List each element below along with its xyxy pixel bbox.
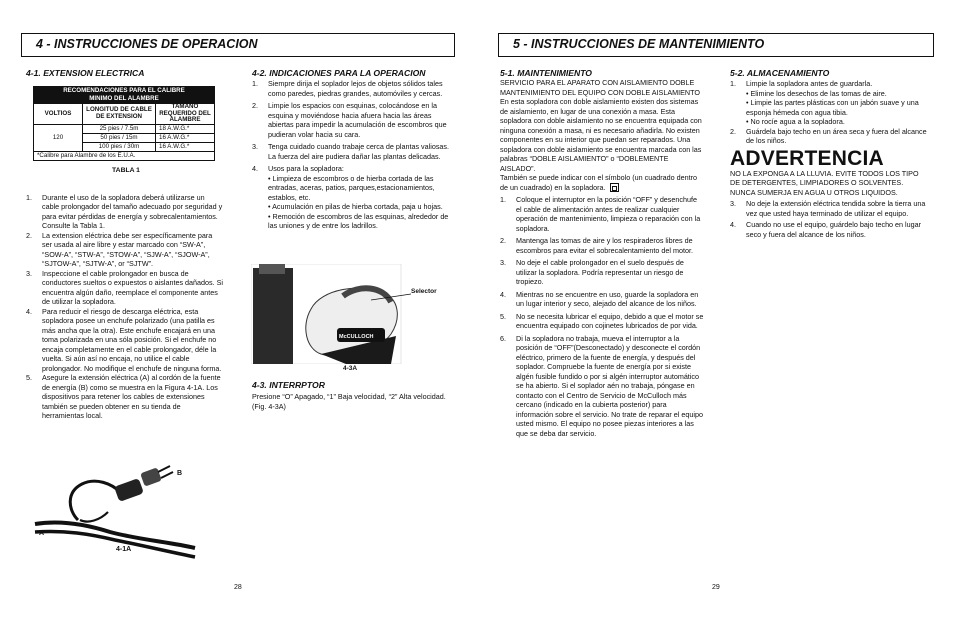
table-cell: 16 A.W.G.* xyxy=(156,133,215,142)
table-head xyxy=(34,87,215,104)
page-number: 28 xyxy=(234,584,242,591)
list-item xyxy=(500,195,704,233)
list-item xyxy=(730,79,930,89)
item-number: 3. xyxy=(26,268,32,278)
list-item xyxy=(252,212,454,231)
item-number: 3. xyxy=(252,142,258,151)
item-text: • Elimine los desechos de las tomas de aire. xyxy=(746,88,887,98)
item-number: 1. xyxy=(730,79,736,88)
use-text: • Remoción de escombros de las esquinas, alrededor de las uniones y de entre los ladrillos. xyxy=(268,211,449,230)
list-item xyxy=(252,101,454,139)
warning-title: ADVERTENCIA xyxy=(730,146,884,170)
figure-caption: 4-1A xyxy=(116,546,132,553)
column-4-2 xyxy=(252,68,457,231)
item-text: Asegure la extensión eléctrica (A) al cordón de la fuente de energía (B) como se muestra en la Figura 4-1A. Los dispositivos para retener los cables de extensiones también se pueden obtener en su tienda de herramientas local. xyxy=(42,373,221,420)
list-item xyxy=(26,193,223,231)
figure-4-3a xyxy=(251,264,441,376)
brand-label: McCULLOCH xyxy=(339,334,374,340)
list-item xyxy=(252,202,454,212)
double-insulation-icon xyxy=(610,183,619,192)
item-text: Mantenga las tomas de aire y los respiraderos libres de escombros para evitar el sobrecalentamiento del motor. xyxy=(516,236,693,255)
item-text: • No rocíe agua a la sopladora. xyxy=(746,117,845,126)
extension-cord-illustration xyxy=(30,462,200,562)
volt-value: 120 xyxy=(34,124,83,151)
list-item xyxy=(730,89,930,99)
item-number: 4. xyxy=(730,220,736,229)
section-4-header-text: 4 - INSTRUCCIONES DE OPERACION xyxy=(36,37,258,51)
item-text: Mientras no se encuentre en uso, guarde la sopladora en un lugar interior y seco, alejado del alcance de los niños. xyxy=(516,289,699,309)
col-size: TAMAÑO REQUERIDO DEL ALAMBRE xyxy=(156,104,215,125)
list-item xyxy=(730,98,930,117)
item-text: Di la sopladora no trabaja, mueva el interruptor a la posición de “OFF”(Desconectado) y desconecte el cordón eléctrico, primero de la fuente de energía, y después del soplador. Compruebe la fuente de energía por si existe algén fusible fundido o por si algén interruptor automático se ha abierto. Si el soplador aén no trabaja, póngase en contacto con el Centro de Servicio de McCulloch más cercano (indicado en la cubierta posterior) para información sobre el servicio. No trate de reparar el equipo usted mismo. El equipo no posee piezas interiores a las que se deba dar servicio. xyxy=(516,333,703,438)
item-number: 2. xyxy=(500,236,506,246)
use-text: • Acumulación en pilas de hierba cortada, paja u hojas. xyxy=(268,202,443,211)
item-text: La extension eléctrica debe ser específicamente para ser usada al aire libre y estar marcado con “SW-A”, “SOW-A”, “STW-A”, “STOW-A”, “SJW-A”, “SJOW-A”, “SJTOW-A”, “SJTW-A”, or “SJTW”. xyxy=(42,230,213,268)
figure-4-1a xyxy=(30,462,200,562)
table-cell: 18 A.W.G.* xyxy=(156,124,215,133)
item-number: 5. xyxy=(500,311,506,321)
item-number: 4. xyxy=(500,289,506,299)
item-text: No deje la extensión eléctrica tendida sobre la tierra una vez que usted haya terminado de utilizar el equipo. xyxy=(746,199,926,218)
item-number: 2. xyxy=(252,101,258,110)
list-item xyxy=(26,307,223,374)
section-4-3-text: Presione “O” Apagado, “1” Baja velocidad, “2” Alta velocidad. (Fig. 4-3A) xyxy=(252,392,446,411)
item-number: 1. xyxy=(500,195,506,205)
item-number: 4. xyxy=(252,164,258,173)
item-text: Durante el uso de la sopladora deberá utilizarse un cable prolongador del tamaño adecuado por seguridad y para evitar pérdidas de energía y sobrecalentamientos. Consulte la Tabla 1. xyxy=(42,192,223,230)
item-number: 1. xyxy=(26,192,32,202)
table-note: *Calibre para Alambre de los E.U.A. xyxy=(34,151,215,160)
item-number: 2. xyxy=(730,126,736,136)
label-b: B xyxy=(177,470,183,477)
item-text: No deje el cable prolongador en el suelo después de utilizar la sopladora. Podría representar un riesgo de tropiezo. xyxy=(516,258,684,287)
list-item xyxy=(500,312,704,331)
column-5-1 xyxy=(500,68,706,438)
list-item xyxy=(252,174,454,203)
list-5-2b xyxy=(730,199,930,239)
item-text: Coloque el interruptor en la posición “OFF” y desenchufe el cable de alimentación antes de realizar cualquier operación de mantenimiento, limpieza o reparación con la sopladora. xyxy=(516,195,701,233)
list-item xyxy=(26,269,223,307)
table-head-line1: RECOMENDACIONES PARA EL CALIBRE xyxy=(63,87,185,94)
list-4-1 xyxy=(26,193,223,421)
list-5-1 xyxy=(500,195,704,438)
item-text: Usos para la sopladora: xyxy=(268,164,344,173)
intro-text: También se puede indicar con el símbolo (un cuadrado dentro de un cuadrado) en la sopladora. xyxy=(500,173,697,192)
warning-text: NO LA EXPONGA A LA LLUVIA. EVITE TODOS LOS TIPO DE DETERGENTES, LIMPIADORES O SOLVENTES. NUNCA SUMERJA EN AGUA U OTROS LIQUIDOS. xyxy=(730,168,919,197)
item-number: 5. xyxy=(26,373,32,382)
col-length: LONGITUD DE CABLE DE EXTENSION xyxy=(83,104,156,125)
item-number: 3. xyxy=(730,199,736,208)
list-item xyxy=(500,290,704,309)
item-text: • Limpie las partes plásticas con un jabón suave y una esponja hémeda con agua tibia. xyxy=(746,98,919,117)
intro-paragraph: En esta sopladora con doble aislamiento existen dos sistemas de aislamiento, en lugar de una conexión a masa. Esta sopladora con doble aislamiento no se encuentra equipada con ninguna conexión a masa, ni es necesario añadirla. No existen componentes en su interior que puedan ser reparados. Una sopladora con doble aislamiento se encuentra marcada con las palabras “DOBLE AISLAMIENTO” o “DOBLEMENTE AISLADO”. xyxy=(500,97,702,173)
item-text: Guárdela bajo techo en un área seca y fuera del alcance de los niños. xyxy=(746,126,927,145)
item-number: 4. xyxy=(26,306,32,316)
list-item xyxy=(26,373,223,421)
list-item xyxy=(730,199,930,218)
item-text: Siempre dirija el soplador lejos de objetos sólidos tales como paredes, piedras grandes, automóviles y cercas. xyxy=(268,79,443,98)
list-item xyxy=(26,231,223,269)
list-item xyxy=(500,236,704,255)
item-text: Limpie los espacios con esquinas, colocándose en la esquina y moviéndose hacia afuera hacia las áreas abiertas para impedir la acumulación de escombros que pudieran volar hacia su cara. xyxy=(268,101,447,139)
section-4-3-title: 4-3. INTERRPTOR xyxy=(252,380,325,390)
section-4-3 xyxy=(252,380,456,411)
item-text: Inspeccione el cable prolongador en busca de conductores sueltos o expuestos o aislantes dañados. Si encuentra algún daño, reemplace el componente antes de utilizar la sopladora. xyxy=(42,268,224,306)
list-item xyxy=(500,258,704,287)
list-item xyxy=(730,117,930,127)
list-item xyxy=(500,334,704,439)
table-head-line2: MINIMO DEL ALAMBRE xyxy=(89,95,159,102)
table-cell: 100 pies / 30m xyxy=(83,142,156,151)
item-number: 6. xyxy=(500,333,506,343)
item-text: Para reducir el riesgo de descarga eléctrica, esta sopladora posee un enchufe polarizado (una patilla es más ancha que la otra). Este enchufe encajará en una toma polarizada en una sóla posición. Si el enchufe no encaja completamente en el cable prolongador, déle la vuelta. Si aún así no encaja, no utilice el cable prolongador. No modifique el enchufe de ninguna forma. xyxy=(42,306,222,373)
page-number: 29 xyxy=(712,584,720,591)
list-item xyxy=(252,142,454,161)
item-text: Limpie la sopladora antes de guardarla. xyxy=(746,79,873,88)
intro-line: SERVICIO PARA EL APARATO CON AISLAMIENTO DOBLE xyxy=(500,78,695,87)
section-5-1-title: 5-1. MAINTENIMIENTO xyxy=(500,68,592,78)
column-5-2 xyxy=(730,68,930,239)
section-5-header-text: 5 - INSTRUCCIONES DE MANTENIMIENTO xyxy=(513,37,765,51)
figure-caption: 4-3A xyxy=(343,365,358,372)
selector-label: Selector xyxy=(411,288,437,295)
section-4-1-title: 4-1. EXTENSION ELECTRICA xyxy=(26,68,145,78)
section-4-2-title: 4-2. INDICACIONES PARA LA OPERACION xyxy=(252,68,426,78)
list-item xyxy=(252,164,454,174)
intro-line: MANTENIMIENTO DEL EQUIPO CON DOBLE AISLAMIENTO xyxy=(500,87,700,97)
item-number: 2. xyxy=(26,230,32,240)
column-4-1 xyxy=(26,68,226,421)
wire-gauge-table xyxy=(33,86,215,161)
item-text: Cuando no use el equipo, guárdelo bajo techo en lugar seco y fuera del alcance de los niños. xyxy=(746,220,922,239)
table-cell: 16 A.W.G.* xyxy=(156,142,215,151)
intro-paragraph xyxy=(500,173,704,192)
list-item xyxy=(730,127,930,146)
list-5-2 xyxy=(730,79,930,146)
use-text: • Limpieza de escombros o de hierba cortada de las entradas, aceras, patios, parques,estacionamientos, establos, etc. xyxy=(268,173,435,202)
section-4-header xyxy=(21,33,455,57)
section-5-1-intro xyxy=(500,78,704,192)
list-item xyxy=(730,220,930,239)
item-text: Tenga cuidado cuando trabaje cerca de plantas valiosas. La fuerza del aire pudiera dañar las plantas delicadas. xyxy=(268,142,450,161)
blower-illustration xyxy=(251,264,441,364)
col-volts: VOLTIOS xyxy=(34,104,83,125)
section-5-2-title: 5-2. ALMACENAMIENTO xyxy=(730,68,830,78)
table-caption: TABLA 1 xyxy=(112,166,140,174)
item-number: 1. xyxy=(252,79,258,88)
item-text: No se necesita lubricar el equipo, debido a que el motor se encuentra equipado con cojinetes lubricados de por vida. xyxy=(516,311,704,331)
list-item xyxy=(252,79,454,98)
table-cell: 25 pies / 7.5m xyxy=(83,124,156,133)
item-number: 3. xyxy=(500,258,506,268)
table-cell: 50 pies / 15m xyxy=(83,133,156,142)
label-a: A xyxy=(39,530,45,537)
section-5-header xyxy=(498,33,934,57)
list-4-2 xyxy=(252,79,454,231)
